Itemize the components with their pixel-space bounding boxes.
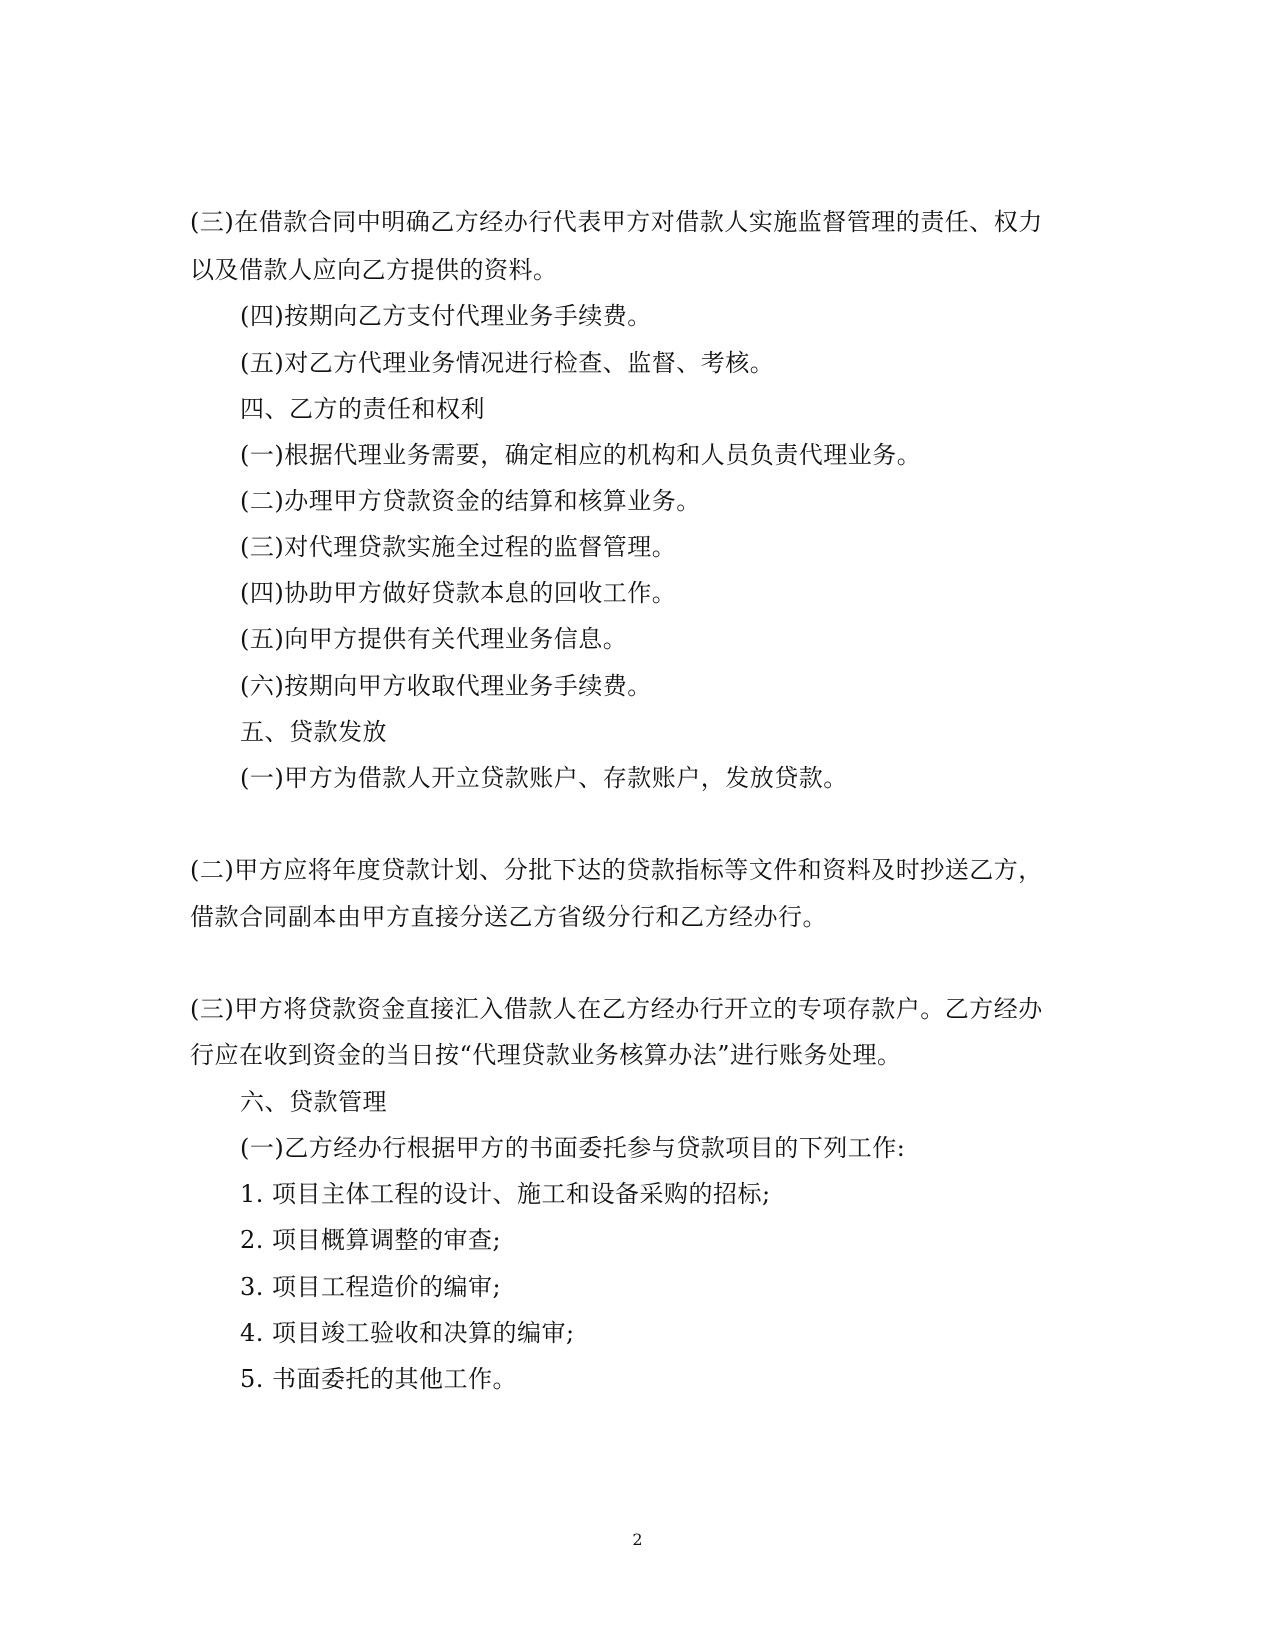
list-item: 4. 项目竣工验收和决算的编审; [240,1319,575,1347]
list-item: 3. 项目工程造价的编审; [240,1273,502,1301]
list-item: 2. 项目概算调整的审查; [240,1226,502,1254]
paragraph-line: 行应在收到资金的当日按“代理贷款业务核算办法”进行账务处理。 [190,1041,902,1069]
paragraph-line: (二)甲方应将年度贷款计划、分批下达的贷款指标等文件和资料及时抄送乙方， [190,856,1043,884]
section-heading: 五、贷款发放 [240,718,387,746]
paragraph-line: (三)对代理贷款实施全过程的监督管理。 [240,533,677,561]
paragraph-line: 借款合同副本由甲方直接分送乙方省级分行和乙方经办行。 [190,903,827,931]
paragraph-line: (五)向甲方提供有关代理业务信息。 [240,625,628,653]
section-heading: 四、乙方的责任和权利 [240,395,485,423]
page-number: 2 [632,1530,643,1549]
paragraph-line: 以及借款人应向乙方提供的资料。 [190,256,558,284]
paragraph-line: (三)在借款合同中明确乙方经办行代表甲方对借款人实施监督管理的责任、权力 [190,208,1043,236]
paragraph-line: (五)对乙方代理业务情况进行检查、监督、考核。 [240,349,775,377]
paragraph-line: (一)根据代理业务需要，确定相应的机构和人员负责代理业务。 [240,441,922,469]
list-item: 1. 项目主体工程的设计、施工和设备采购的招标; [240,1180,771,1208]
paragraph-line: (二)办理甲方贷款资金的结算和核算业务。 [240,487,701,515]
list-item: 5. 书面委托的其他工作。 [240,1365,518,1393]
section-heading: 六、贷款管理 [240,1088,387,1116]
paragraph-line: (四)按期向乙方支付代理业务手续费。 [240,302,652,330]
paragraph-line: (四)协助甲方做好贷款本息的回收工作。 [240,579,677,607]
paragraph-line: (一)乙方经办行根据甲方的书面委托参与贷款项目的下列工作: [240,1134,906,1162]
paragraph-line: (一)甲方为借款人开立贷款账户、存款账户，发放贷款。 [240,764,848,792]
paragraph-line: (六)按期向甲方收取代理业务手续费。 [240,672,652,700]
paragraph-line: (三)甲方将贷款资金直接汇入借款人在乙方经办行开立的专项存款户。乙方经办 [190,995,1043,1023]
